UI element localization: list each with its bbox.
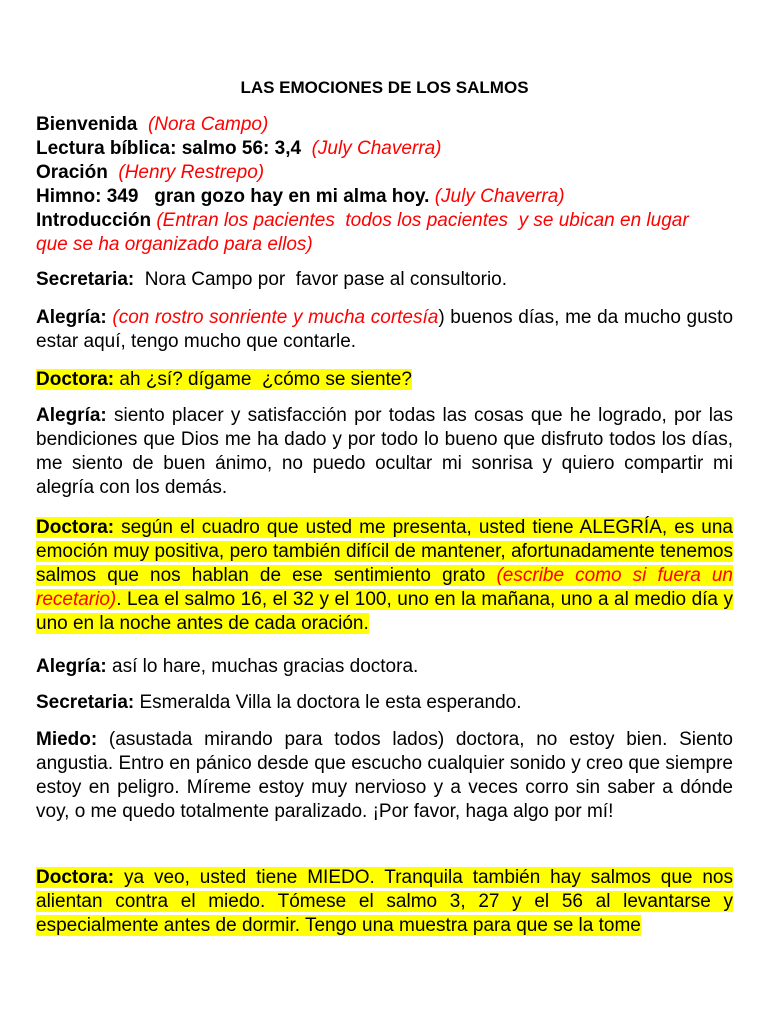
- oracion-line: [36, 161, 733, 185]
- stage-note: (escribe como si fuera un recetario): [36, 565, 733, 610]
- speaker-doctora: Doctora:: [36, 517, 115, 538]
- dialogue-text: ya veo, usted tiene MIEDO. Tranquila también hay salmos que nos alientan contra el miedo. Tómese el salmo 3, 27 y el 56 al levantarse y especialmente antes de dormir. Tengo una muestra para que se la tome: [36, 867, 733, 936]
- dialogue-paragraph-3: [36, 368, 733, 392]
- dialogue-paragraph-1: [36, 268, 733, 292]
- dialogue-paragraph-6: [36, 655, 733, 679]
- dialogue-text: . Lea el salmo 16, el 32 y el 100, uno en la mañana, uno a al medio día y uno en la noche antes de cada oración.: [36, 589, 733, 634]
- dialogue-paragraph-7: [36, 691, 733, 715]
- intro-label: Introducción: [36, 210, 152, 231]
- speaker-miedo: Miedo:: [36, 729, 98, 750]
- himno-line: [36, 185, 733, 209]
- dialogue-text: ) buenos días, me da mucho gusto estar aquí, tengo mucho que contarle.: [36, 307, 734, 352]
- speaker-alegria: Alegría:: [36, 405, 107, 426]
- bienvenida-line: [36, 113, 733, 137]
- himno-who: (July Chaverra): [434, 186, 565, 207]
- intro-line: [36, 209, 733, 233]
- intro-line-2: [36, 233, 733, 257]
- himno-label: Himno: 349 gran gozo hay en mi alma hoy.: [36, 186, 430, 207]
- highlight: [36, 517, 733, 634]
- oracion-who: (Henry Restrepo): [118, 162, 265, 183]
- speaker-doctora: Doctora:: [36, 369, 115, 390]
- program-header: [36, 113, 733, 257]
- highlight: [36, 867, 733, 936]
- dialogue-paragraph-2: [36, 306, 733, 354]
- bienvenida-label: Bienvenida: [36, 114, 138, 135]
- oracion-label: Oración: [36, 162, 108, 183]
- dialogue-text: (asustada mirando para todos lados) doctora, no estoy bien. Siento angustia. Entro en pánico desde que escucho cualquier sonido y creo que siempre estoy en peligro. Míreme estoy muy nervioso y a veces corro sin saber a dónde voy, o me quedo totalmente paralizado. ¡Por favor, haga algo por mí!: [36, 729, 733, 822]
- dialogue-text: así lo hare, muchas gracias doctora.: [106, 656, 419, 677]
- speaker-secretaria: Secretaria:: [36, 692, 135, 713]
- lectura-label: Lectura bíblica: salmo 56: 3,4: [36, 138, 302, 159]
- lectura-line: [36, 137, 733, 161]
- stage-note: (con rostro sonriente y mucha cortesía: [112, 307, 439, 328]
- dialogue-paragraph-4: [36, 404, 733, 500]
- dialogue-text: Nora Campo por favor pase al consultorio.: [134, 269, 508, 290]
- highlight: [36, 369, 412, 390]
- dialogue-text: siento placer y satisfacción por todas las cosas que he logrado, por las bendiciones que Dios me ha dado y por todo lo bueno que disfruto todos los días, me siento de buen ánimo, no puedo ocultar mi sonrisa y quiero compartir mi alegría con los demás.: [36, 405, 733, 498]
- dialogue-text: Esmeralda Villa la doctora le esta esperando.: [134, 692, 522, 713]
- dialogue-text: según el cuadro que usted me presenta, usted tiene ALEGRÍA, es una emoción muy positiva, pero también difícil de mantener, afortunadamente tenemos salmos que nos hablan de ese sentimiento grato: [36, 517, 733, 586]
- intro-note-2: que se ha organizado para ellos): [36, 234, 313, 255]
- speaker-alegria: Alegría:: [36, 656, 107, 677]
- dialogue-paragraph-5: [36, 516, 733, 636]
- intro-note-1: (Entran los pacientes todos los pacientes y se ubican en lugar: [156, 210, 689, 231]
- dialogue-paragraph-9: [36, 866, 733, 938]
- dialogue-text: ah ¿sí? dígame ¿cómo se siente?: [114, 369, 412, 390]
- bienvenida-who: (Nora Campo): [147, 114, 269, 135]
- document-title: LAS EMOCIONES DE LOS SALMOS: [240, 78, 529, 97]
- speaker-doctora: Doctora:: [36, 867, 115, 888]
- dialogue-paragraph-8: [36, 728, 733, 824]
- speaker-secretaria: Secretaria:: [36, 269, 135, 290]
- lectura-who: (July Chaverra): [311, 138, 442, 159]
- speaker-alegria: Alegría:: [36, 307, 107, 328]
